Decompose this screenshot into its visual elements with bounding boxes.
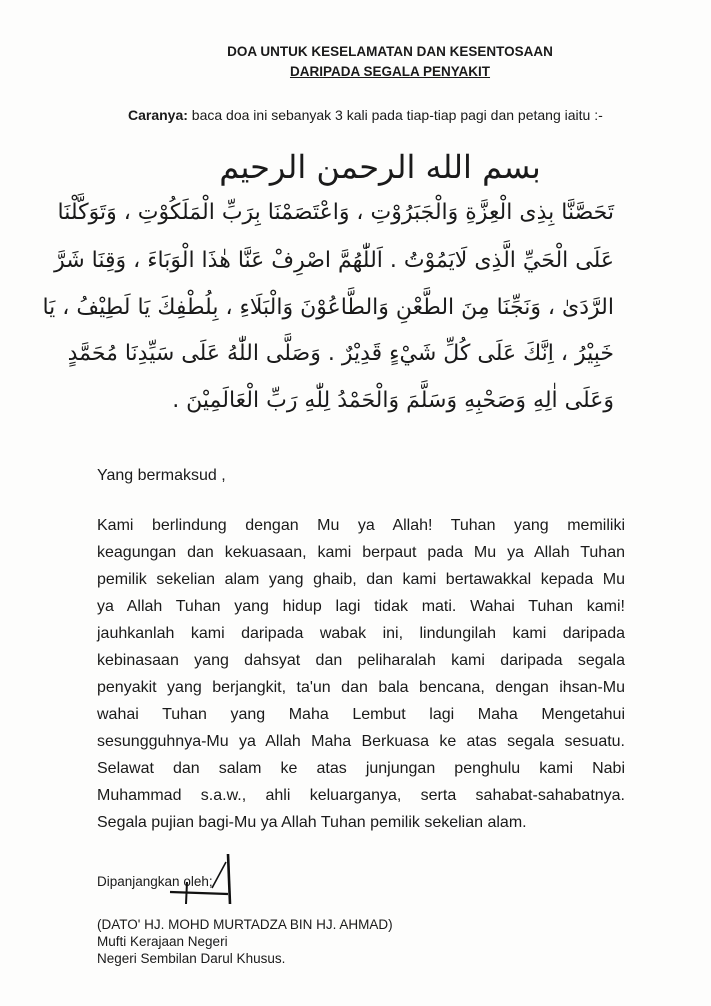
instruction-text: baca doa ini sebanyak 3 kali pada tiap-tiap pagi dan petang iaitu :- xyxy=(187,107,603,123)
translation-line: Kami berlindung dengan Mu ya Allah! Tuhan yang memiliki xyxy=(97,517,625,534)
bismillah: بسم الله الرحمن الرحيم xyxy=(219,148,541,186)
translation-line: sesungguhnya-Mu ya Allah Maha Berkuasa ke atas segala sesuatu. xyxy=(97,733,625,750)
translation-line: jauhkanlah kami daripada wabak ini, lindungilah kami daripada xyxy=(97,625,625,642)
instruction-label: Caranya: xyxy=(128,107,188,123)
translation-line: Muhammad s.a.w., ahli keluarganya, serta sahabat-sahabatnya. xyxy=(97,787,625,804)
signatory-name: (DATO' HJ. MOHD MURTADZA BIN HJ. AHMAD) xyxy=(97,917,393,932)
translation-line: Selawat dan salam ke atas junjungan penghulu kami Nabi xyxy=(97,760,625,777)
document-subtitle: DARIPADA SEGALA PENYAKIT xyxy=(289,64,491,79)
translation-line: penyakit yang berjangkit, ta'un dan bala bencana, dengan ihsan-Mu xyxy=(97,679,625,696)
translation-line: kebinasaan yang dahsyat dan peliharalah kami daripada segala xyxy=(97,652,625,669)
arabic-line: الرَّدَىٰ ، وَنَجِّنَا مِنَ الطَّعْنِ وَالطَّاعُوْنَ وَالْبَلَاءِ ، بِلُطْفِكَ يَا لَطِيْفُ ، يَا xyxy=(42,295,614,320)
arabic-line: خَبِيْرُ ، اِنَّكَ عَلَى كُلِّ شَيْءٍ قَدِيْرٌ . وَصَلَّى اللّٰهُ عَلَى سَيِّدِنَا مُحَمَّدٍ xyxy=(67,341,614,366)
signature-icon xyxy=(168,850,248,910)
signatory-state: Negeri Sembilan Darul Khusus. xyxy=(97,951,286,966)
arabic-line: وَعَلَى اٰلِهِ وَصَحْبِهِ وَسَلَّمَ وَالْحَمْدُ لِلّٰهِ رَبِّ الْعَالَمِيْنَ . xyxy=(172,388,614,413)
translation-line: wahai Tuhan yang Maha Lembut lagi Maha Mengetahui xyxy=(97,706,625,723)
arabic-line: عَلَى الْحَيِّ الَّذِى لَايَمُوْتُ . اَللّٰهُمَّ اصْرِفْ عَنَّا هٰذَا الْوَبَاءَ ، وَقِنَا شَرَّ xyxy=(54,248,614,273)
document-title: DOA UNTUK KESELAMATAN DAN KESENTOSAAN xyxy=(227,44,553,59)
translation-line: pemilik sekelian alam yang ghaib, dan kami bertawakkal kepada Mu xyxy=(97,571,625,588)
translation-line: keagungan dan kekuasaan, kami berpaut pada Mu ya Allah Tuhan xyxy=(97,544,625,561)
translation-line: Segala pujian bagi-Mu ya Allah Tuhan pemilik sekelian alam. xyxy=(97,814,527,831)
signatory-position: Mufti Kerajaan Negeri xyxy=(97,934,228,949)
translation-line: ya Allah Tuhan yang hidup lagi tidak mati. Wahai Tuhan kami! xyxy=(97,598,625,615)
arabic-line: تَحَصَّنَّا بِذِى الْعِزَّةِ وَالْجَبَرُوْتِ ، وَاعْتَصَمْنَا بِرَبِّ الْمَلَكُوْتِ ، وَتَوَكَّلْنَا xyxy=(57,200,614,225)
translation-heading: Yang bermaksud , xyxy=(97,467,226,484)
signature-label: Dipanjangkan oleh; xyxy=(97,874,213,889)
instruction xyxy=(128,107,603,123)
